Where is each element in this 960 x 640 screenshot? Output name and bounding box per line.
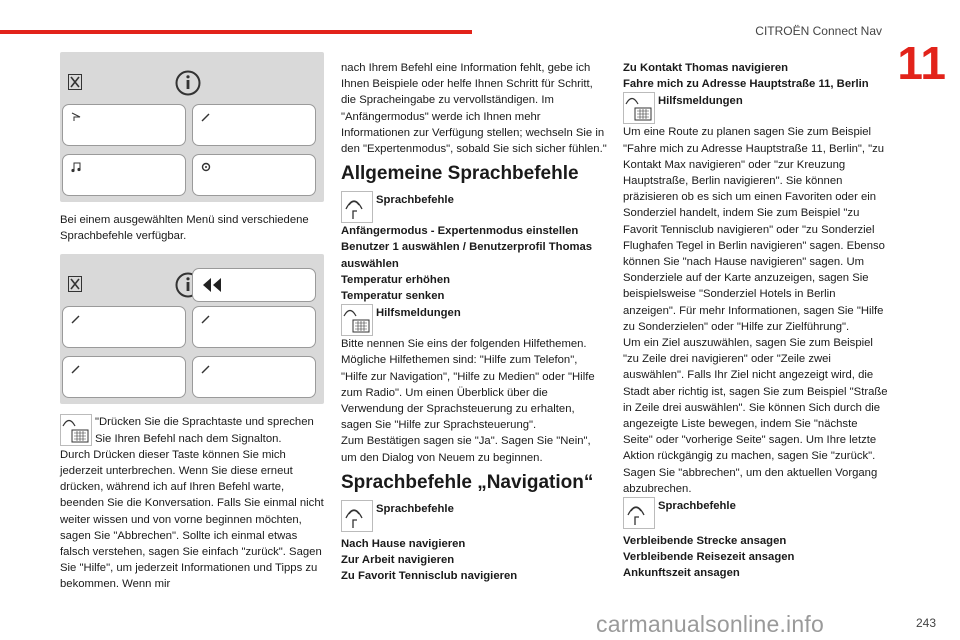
- menu-button-navigation: [62, 104, 186, 146]
- voice-prompt-line-1: "Drücken Sie die Sprachtaste und sprechen: [95, 416, 314, 429]
- voice-command-icon: [341, 191, 373, 223]
- voice-help-icon: [623, 92, 655, 124]
- screen-illustration-1: [60, 52, 324, 202]
- menu-button-phone: [192, 104, 316, 146]
- voice-prompt-body: Durch Drücken dieser Taste können Sie mich jederzeit unterbrechen. Wenn Sie diese erneut drücken, während ich auf Ihren Befehl warte, beenden Sie die Konversation. Falls Sie einmal nicht weiter wissen und von vorne beginnen möchten, sagen Sie "Abbrechen". Sollte ich einmal etwas falsch verstehen, sagen Sie einfach "zurück". Sagen Sie "Hilfe", um jederzeit Informationen und Tipps zu bekommen. Wenn mir: [60, 448, 324, 591]
- menu-button-1: [62, 306, 186, 348]
- heading-general-commands: Allgemeine Sprachbefehle: [341, 163, 579, 185]
- header-title: CITROËN Connect Nav: [755, 24, 882, 38]
- navigation-arrow-icon: [70, 111, 82, 123]
- commands-label-row-remaining: [623, 497, 888, 529]
- label-help-messages: Hilfsmeldungen: [376, 307, 461, 320]
- screen-illustration-2: [60, 254, 324, 404]
- pen-icon: [200, 363, 212, 375]
- label-help-messages-nav: Hilfsmeldungen: [658, 95, 743, 108]
- general-command-4: Temperatur senken: [341, 290, 445, 303]
- voice-help-icon: [60, 414, 92, 446]
- remaining-command-1: Verbleibende Strecke ansagen: [623, 535, 787, 548]
- menu-button-settings: [192, 154, 316, 196]
- nav-command-2: Zur Arbeit navigieren: [341, 554, 455, 567]
- nav-command-1: Nach Hause navigieren: [341, 537, 466, 550]
- voice-help-icon: [341, 304, 373, 336]
- voice-prompt: [60, 414, 324, 446]
- pen-icon: [200, 313, 212, 325]
- general-command-1: Anfängermodus - Expertenmodus einstellen: [341, 225, 579, 238]
- general-command-2: Benutzer 1 auswählen / Benutzerprofil Thomas auswählen: [341, 241, 593, 270]
- gear-icon: [200, 161, 212, 173]
- pen-icon: [70, 363, 82, 375]
- help-text-select: Um ein Ziel auszuwählen, sagen Sie zum Beispiel "zu Zeile drei navigieren" oder "Zeile zwei auswählen". Falls Ihr Ziel nicht angezeigt wird, die Stadt aber richtig ist, sagen Sie zum Beispiel "Straße in Zeile drei auswählen". Sie können Sich durch die angezeigte Liste bewegen, indem Sie "nächste Seite" oder "vorherige Seite" sagen. Um Ihre letzte Aktion rückgängig zu machen, sagen Sie "zurück". Sagen Sie "abbrechen", um den aktuellen Vorgang abzubrechen.: [623, 337, 888, 495]
- voice-command-icon: [341, 500, 373, 532]
- intro-continued: nach Ihrem Befehl eine Information fehlt, gebe ich Ihnen Beispiele oder helfe Ihnen Schritt für Schritt, die Spracheingabe zu vervollständigen. Im "Anfängermodus" werde ich Ihnen mehr Informationen zur Verfügung stellen; wechseln Sie in den "Expertenmodus", sobald Sie sich sicher fühlen.": [341, 62, 607, 156]
- voice-prompt-line-2: Sie Ihren Befehl nach dem Signalton.: [95, 432, 282, 445]
- close-icon: [68, 276, 82, 292]
- pen-icon: [70, 313, 82, 325]
- column-1: [60, 52, 324, 593]
- music-note-icon: [70, 161, 82, 173]
- column-3: [623, 60, 888, 582]
- voice-command-icon: [623, 497, 655, 529]
- page-number: 243: [915, 616, 936, 630]
- remaining-command-2: Verbleibende Reisezeit ansagen: [623, 551, 795, 564]
- column-2: [341, 60, 607, 584]
- double-back-arrow-icon: [200, 275, 224, 295]
- close-icon: [68, 74, 82, 90]
- help-label-row: [341, 304, 607, 336]
- help-label-row-nav: [623, 92, 888, 124]
- label-voice-commands-nav: Sprachbefehle: [376, 502, 454, 515]
- label-voice-commands-remaining: Sprachbefehle: [658, 500, 736, 513]
- label-voice-commands: Sprachbefehle: [376, 194, 454, 207]
- back-button: [192, 268, 316, 302]
- header-accent-bar: [0, 30, 472, 34]
- commands-label-row-nav: [341, 500, 607, 532]
- nav-command-3: Zu Favorit Tennisclub navigieren: [341, 570, 518, 583]
- menu-button-3: [62, 356, 186, 398]
- nav-command-4: Zu Kontakt Thomas navigieren: [623, 62, 789, 74]
- remaining-command-3: Ankunftszeit ansagen: [623, 567, 740, 580]
- watermark: carmanualsonline.info: [596, 611, 824, 637]
- caption-menu-commands: Bei einem ausgewählten Menü sind verschiedene Sprachbefehle verfügbar.: [60, 214, 309, 243]
- menu-button-2: [192, 306, 316, 348]
- nav-command-5: Fahre mich zu Adresse Hauptstraße 11, Berlin: [623, 78, 869, 91]
- heading-navigation-commands: Sprachbefehle „Navigation“: [341, 471, 594, 493]
- info-icon: [175, 70, 201, 96]
- pen-icon: [200, 111, 212, 123]
- help-text-general: Bitte nennen Sie eins der folgenden Hilfethemen. Mögliche Hilfethemen sind: "Hilfe zum Telefon", "Hilfe zur Navigation", "Hilfe zu Medien" oder "Hilfe zum Radio". Um einen Überblick über die Verwendung der Sprachsteuerung zu erhalten, sagen Sie "Hilfe zur Sprachsteuerung".: [341, 338, 595, 432]
- help-text-route: Um eine Route zu planen sagen Sie zum Beispiel "Fahre mich zu Adresse Hauptstraße 11, Berlin", "zu Kontakt Max navigieren" oder "zur Kreuzung Hauptstraße, Berlin navigieren". Sie können präzisieren ob es sich um einen Favoriten oder ein Sonderziel handelt, indem Sie zum Beispiel "zu Favorit Tennisclub navigieren" oder "zu Sonderziel Flughafen Tegel in Berlin navigieren" sagen. Ebenso können Sie "nach Hause navigieren" sagen. Um Sonderziele auf der Karte anzuzeigen, sagen Sie beispielsweise "Sonderziel Hotels in Berlin anzeigen". Für mehr Informationen, sagen Sie "Hilfe zu Sonderzielen" oder "Hilfe zur Zielführung".: [623, 126, 885, 333]
- commands-label-row: [341, 191, 607, 223]
- menu-button-4: [192, 356, 316, 398]
- help-text-confirm: Zum Bestätigen sagen sie "Ja". Sagen Sie "Nein", um den Dialog von Neuem zu beginnen.: [341, 435, 591, 464]
- general-command-3: Temperatur erhöhen: [341, 273, 451, 286]
- menu-button-media: [62, 154, 186, 196]
- chapter-number: 11: [897, 37, 946, 89]
